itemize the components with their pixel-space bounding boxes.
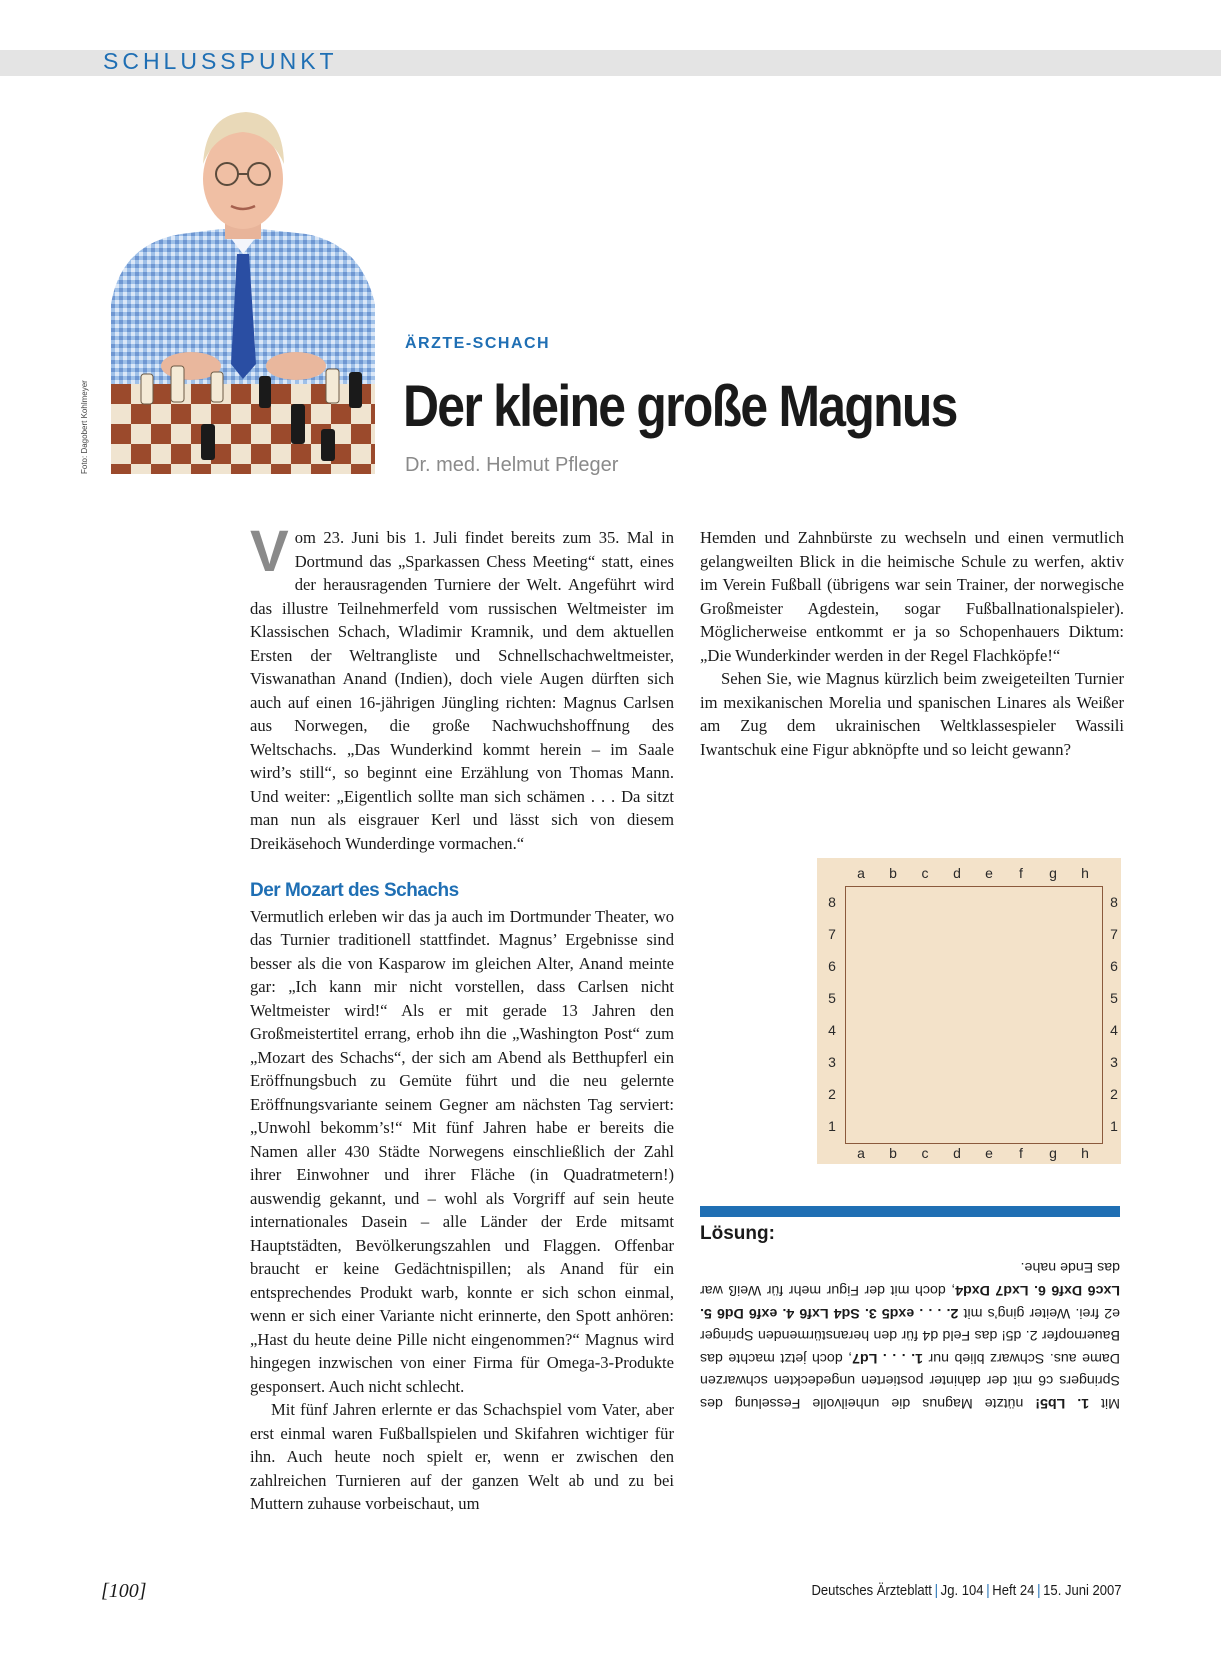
photo-credit: Foto: Dagobert Kohlmeyer <box>80 380 89 474</box>
rank-label: 8 <box>828 894 836 910</box>
chess-diagram <box>817 858 1121 1164</box>
journal-issue: Heft 24 <box>992 1583 1035 1599</box>
rank-label: 1 <box>1110 1118 1118 1134</box>
footer-separator: | <box>1037 1583 1041 1599</box>
rank-label: 7 <box>1110 926 1118 942</box>
text-column-left <box>250 519 674 1516</box>
file-label: a <box>857 1145 865 1161</box>
rank-label: 6 <box>1110 958 1118 974</box>
rank-label: 1 <box>828 1118 836 1134</box>
paragraph-mozart: Vermutlich erleben wir das ja auch im Dortmunder Theater, wo das Turnier traditionell stattfindet. Magnus’ Ergebnisse sind besser als die von Kasparow im gleichen Alter, Anand meinte gar: „Ich kann mir nicht vorstellen, dass Carlsen nicht Weltmeister wird!“ Als er mit gerade 13 Jahren den Großmeistertitel errang, erhob ihn die „Washington Post“ zum „Mozart des Schachs“, der sich am Abend als Betthupferl ein Eröffnungsbuch zu Gemüte führt und die neu gelernte Eröffnungsvariante seinem Gegner am nächsten Tag serviert: „Unwohl bekomm’s!“ Mit fünf Jahren habe er bereits die Namen aller 430 Städte Norwegens einschließlich der Zahl ihrer Einwohner und ihrer Fläche (in Quadratmetern!) auswendig gekannt, und – wohl als Vorgriff auf sein heute internationales Dasein – alle Länder der Erde mitsamt Hauptstädten, Bevölkerungszahlen und Flaggen. Offenbar braucht er keine Gedächtnispillen; als Anand für ein entsprechendes Produkt warb, konnte er sich schon einmal, wenn er sich einer Variante nicht erinnerte, den Spott anhören: „Hast du heute deine Pille nicht eingenommen?“ Magnus wird hingegen inzwischen von einer Firma für Omega-3-Produkte gesponsert. Auch nicht schlecht. <box>250 906 674 1396</box>
file-label: b <box>889 1145 897 1161</box>
drop-cap: V <box>250 519 289 584</box>
file-labels-top <box>845 862 1101 884</box>
file-label: g <box>1049 1145 1057 1161</box>
file-label: a <box>857 865 865 881</box>
paragraph-childhood: Mit fünf Jahren erlernte er das Schachspiel vom Vater, aber erst einmal waren Fußballspielen und Skifahren wichtiger für ihn. Auch heute noch spielt er, wenn er zwischen den zahlreichen Turnieren auf der ganzen Welt ab und zu bei Muttern zuhause vorbeischaut, um <box>250 1400 674 1513</box>
rank-label: 3 <box>1110 1054 1118 1070</box>
article-author: Dr. med. Helmut Pfleger <box>405 454 619 476</box>
rank-label: 2 <box>1110 1086 1118 1102</box>
solution-text: , doch mit der Figur mehr für Weiß war das Ende nahe. <box>700 1259 1120 1299</box>
file-label: b <box>889 865 897 881</box>
rank-label: 4 <box>828 1022 836 1038</box>
solution-bar <box>700 1206 1120 1217</box>
article-title: Der kleine große Magnus <box>403 374 957 439</box>
file-label: f <box>1019 1145 1023 1161</box>
file-label: f <box>1019 865 1023 881</box>
footer-separator: | <box>986 1583 991 1599</box>
solution-text: Mit <box>1089 1395 1120 1412</box>
page-number: [100] <box>101 1580 147 1602</box>
author-photo <box>111 104 375 474</box>
rank-label: 8 <box>1110 894 1118 910</box>
solution-text: , doch jetzt machte das Bauernopfer 2. d5! das Feld d4 für den heranstürmenden Springer e2 frei. Weiter ging’s mit <box>700 1304 1120 1366</box>
journal-name: Deutsches Ärzteblatt <box>811 1583 933 1599</box>
file-label: e <box>985 1145 993 1161</box>
footer-separator: | <box>935 1583 939 1599</box>
solution-title: Lösung: <box>700 1223 775 1244</box>
rank-label: 6 <box>828 958 836 974</box>
rank-label: 3 <box>828 1054 836 1070</box>
file-label: d <box>953 1145 961 1161</box>
file-label: h <box>1081 865 1089 881</box>
paragraph-puzzle-intro: Sehen Sie, wie Magnus kürzlich beim zweigeteilten Turnier im mexikanischen Morelia und spanischen Linares als Weißer am Zug dem ukrainischen Weltklassespieler Wassili Iwantschuk eine Figur abknöpfte und so leicht gewann? <box>700 669 1124 759</box>
subheading: Der Mozart des Schachs <box>250 880 459 901</box>
author-photo-illustration <box>111 104 375 474</box>
rank-label: 2 <box>828 1086 836 1102</box>
file-label: h <box>1081 1145 1089 1161</box>
file-label: e <box>985 865 993 881</box>
rank-label: 5 <box>828 990 836 1006</box>
solution-text-upside-down <box>700 1256 1120 1414</box>
file-label: c <box>921 865 929 881</box>
article-kicker: ÄRZTE-SCHACH <box>405 335 551 352</box>
file-label: d <box>953 865 961 881</box>
chess-board <box>845 886 1103 1144</box>
paragraph-intro-text: om 23. Juni bis 1. Juli findet bereits zum 35. Mal in Dortmund das „Sparkassen Chess Meeting“ statt, eines der herausragenden Turniere der Welt. Angeführt wird das illustre Teilnehmerfeld vom russischen Weltmeister im Klassischen Schach, Wladimir Kramnik, und dem aktuellen Ersten der Weltrangliste und Schnellschachweltmeister, Viswanathan Anand (Indien), doch viele Augen dürften sich auch auf einen 16-jährigen Jüngling richten: Magnus Carlsen aus Norwegen, die große Nachwuchshoffnung des Weltschachs. „Das Wunderkind kommt herein – im Saale wird’s still“, so beginnt eine Erzählung von Thomas Mann. Und weiter: „Eigentlich sollte man sich schämen . . . Da sitzt man nun als eisgrauer Kerl und lässt sich von diesem Dreikäsehoch Wunderdinge vormachen.“ <box>250 528 674 853</box>
rank-label: 4 <box>1110 1022 1118 1038</box>
paragraph-continued: Hemden und Zahnbürste zu wechseln und einen vermutlich gelangweilten Blick in die heimische Schule zu werfen, aktiv im Verein Fußball (übrigens war sein Trainer, der norwegische Großmeister Agdestein, sogar Fußballnationalspieler). Möglicherweise entkommt er ja so Schopenhauers Diktum: „Die Wunderkinder werden in der Regel Flachköpfe!“ <box>700 528 1124 665</box>
rank-label: 5 <box>1110 990 1118 1006</box>
file-label: g <box>1049 865 1057 881</box>
text-column-right <box>700 526 1124 761</box>
file-labels-bottom <box>845 1142 1101 1164</box>
solution-move: 1. Lb5! <box>1035 1395 1090 1412</box>
section-label: SCHLUSSPUNKT <box>103 48 338 74</box>
rank-label: 7 <box>828 926 836 942</box>
paragraph-intro <box>250 519 674 855</box>
journal-footer <box>812 1583 1122 1599</box>
journal-volume: Jg. 104 <box>941 1583 984 1599</box>
file-label: c <box>921 1145 929 1161</box>
solution-text: nützte Magnus die unheilvolle Fesselung des Springers c6 mit der dahinter postierten ungedeckten schwarzen Dame aus. Schwarz blieb nur <box>700 1349 1120 1412</box>
solution-move: 1. . . . Ld7 <box>852 1349 923 1366</box>
rank-labels-right <box>1103 886 1125 1142</box>
rank-labels-left <box>821 886 843 1142</box>
solution-move: 2. . . . exd5 3. Sd4 Lxf6 4. exf6 Dd6 5. Lxc6 Dxf6 6. Lxd7 Dxd4 <box>700 1282 1120 1321</box>
journal-date: 15. Juni 2007 <box>1043 1583 1122 1599</box>
